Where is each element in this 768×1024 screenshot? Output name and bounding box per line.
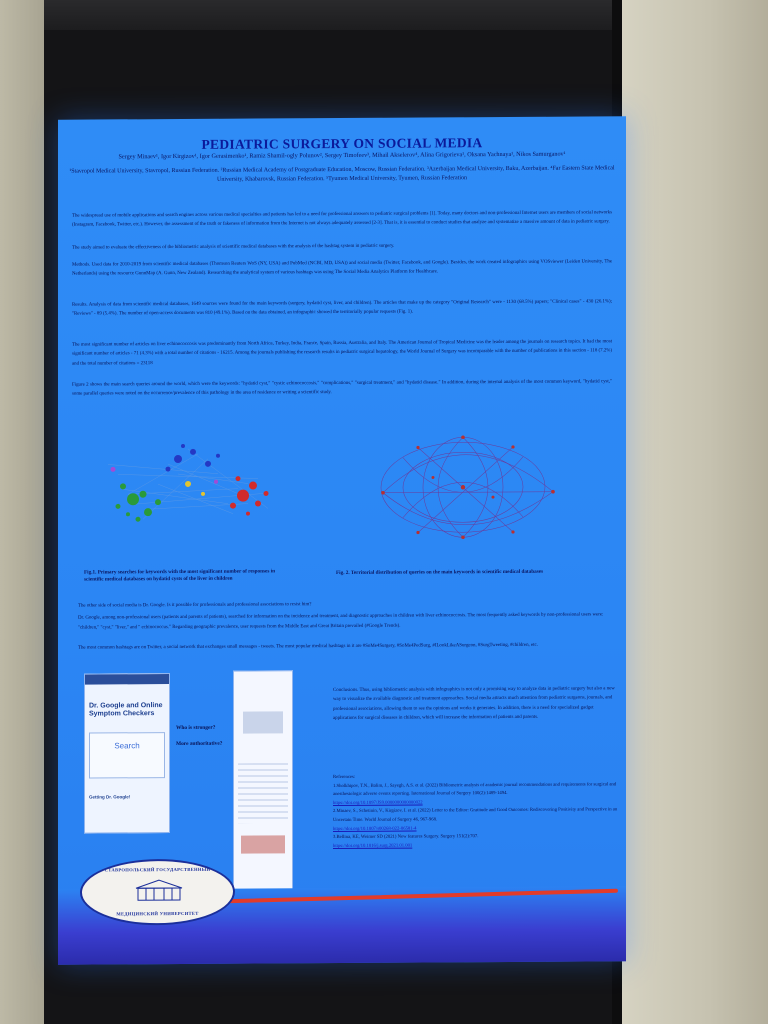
references [333, 772, 618, 851]
dr-google-header-bar [85, 674, 169, 685]
dr-google-search-box [89, 732, 165, 778]
reference-1: 1.Sholkhipov, T.N., Balim, J., Sayegh, A.S. et al. (2022) Bibliometric analysis of academic journal recommendations and requirements for surgical and anesthesiologic adverse events reporting. International Journal of Surgery 100(2):1489-1494. [333, 781, 617, 798]
seal-top-text: СТАВРОПОЛЬСКИЙ ГОСУДАРСТВЕННЫЙ [104, 866, 211, 873]
social-paragraph-3: The most common hashtags are on Twitter, a social network that exchanges small messages - tweets. The most popular medical hashtags in it are #SoMe4Surgery, #SoMe4PedSurg, #ILookLikeASurgeon, #SurgTweeting, #children, etc. [78, 642, 538, 651]
profile-photo [243, 711, 283, 733]
figure-1-caption: Fig.1. Primary searches for keywords with the most significant number of responses in scientific medical databases on hydatid cysts of the liver in children [84, 568, 275, 583]
university-building-icon [134, 878, 184, 902]
articles-paragraph: The most significant number of articles on liver echinococcosis was predominantly from North Africa, Turkey, India, France, Spain, Russia, Australia, and Italy. The American Journal of Tropical Medicine was the leader among the journals on research topics. It had the most significant number of articles - 71 (4.3%) with a total number of citations - 16215. Among the journals publishing the research results in pediatric surgical hepatology, the World Journal of Surgery was incomparable with the number of publications in this section - 118 (7.2%) and the total number of citations = 23118 [72, 339, 612, 367]
aim-paragraph: The study aimed to evaluate the effectiveness of the bibliometric analysis of scientific medical databases with the analysis of the hashtag system in pediatric surgery. [72, 243, 395, 251]
conclusions-paragraph: Conclusions. Thus, using bibliometric analysis with infographics is not only a promising way to analyze data in pediatric surgery but also a new way to visualize the available diagnostic and treatment approaches. Social media attracts much attention from pediatric surgeons, journals, and professional associations, allowing them to see the opinions and works it generates. In addition, there is a need for specialized gadget applications for surgical diseases in children, which will increase the information of patients and parents. [333, 686, 615, 722]
methods-paragraph: Methods. Used data for 2010-2019 from scientific medical databases (Thomson Reuters WoS (NY, USA) and PubMed (NCBI, MD, USA)) and social media (Twitter, Facebook, and Google). Besides, the work created infographics using VOSviewer (Leiden University, The Netherlands) using the resource GunnMap (A. Gunn, New Zealand). Researching the analytical system of various hashtags was using The Social Media Analytics Platform for Healthcare. [72, 259, 612, 278]
figure2-paragraph: Figure 2 shows the main search queries around the world, which were the keywords: "hydatid cyst," "cystic echinococcosis," "complications," "surgical treatment," and "hydatid disease." In addition, during the internal analysis of the most common keyword, "hydatid cyst," some parallel queries were noted on the occurrence/prevalence of this pathology in the area of residence or writing a scientific study. [72, 379, 612, 398]
profile-feed [238, 763, 288, 823]
social-paragraph-2: Dr. Google, among non-professional users (patients and parents of patients), searched for information on the incidence and treatment, and diagnostic approaches in children with liver echinococcosis. The most frequently asked keywords by non-professional users were: "children," "cyst," "liver," and " echinococcus." Regarding geographic prevalence, user requests from the Middle East and Great Britain prevailed (#Google Trends). [78, 612, 604, 631]
figure-2-caption: Fig. 2. Territorial distribution of queries on the main keywords in scientific medical databases [336, 568, 544, 577]
dr-google-search-label: Search [114, 741, 140, 751]
poster-authors: Sergey Minaev¹, Igor Kirgizov¹, Igor Gerasimenko¹, Ramiz Shamil-ogly Polunov², Sergey Timofeev³, Mihail Akselerov⁴, Alina Grigorieva¹, Oksana Yachnaya¹, Nikos Samurganov¹ [118, 150, 566, 161]
wall-right [620, 0, 768, 1024]
dr-google-footer: Getting Dr. Google! [89, 794, 131, 800]
poster-screen [58, 116, 626, 964]
dr-google-screenshot [84, 673, 170, 834]
question-authoritative: More authoritative? [176, 740, 223, 748]
reference-2: 2.Minaev, S., Schetinin, V., Kirgizov, I. et al. (2022) Letter to the Editor: Gratitude and Good Outcomes: Rediscovering Positivity and Perspective in an Uncertain Time. World Journal of Surgery 46, 967-968. [333, 807, 618, 824]
reference-1-link[interactable]: https://doi.org/10.1097/JS9.0000000000000022 [333, 800, 423, 806]
social-profile-screenshot [233, 670, 293, 896]
figure-2-network [373, 417, 573, 543]
social-paragraph-1: The other side of social media is Dr. Google. Is it possible for professionals and professional associations to resist him? [78, 602, 312, 609]
results-paragraph: Results. Analysis of data from scientific medical databases, 1649 sources were found for the main keywords (surgery, hydatid cyst, liver, and children). The articles that make up the category "Original Research" were - 1130 (68.5%) papers; "Clinical cases" - 430 (26.1%); "Reviews" - 89 (5.4%). The number of open-access documents was 810 (49.1%). Based on the data obtained, an infographic showed the territorially popular requests (Fig. 1). [72, 299, 612, 318]
university-seal [80, 859, 235, 926]
reference-3-link[interactable]: https://doi.org/10.1016/j.surg.2021.01.001 [333, 843, 413, 849]
references-title: References: [333, 774, 356, 781]
profile-photo-2 [241, 835, 285, 853]
figure-1-network [88, 423, 308, 539]
reference-2-link[interactable]: https://doi.org/10.1007/s00268-022-06581-4 [333, 826, 417, 832]
wall-left [0, 0, 44, 1024]
reference-3: 3.Bellina, KE, Weimer SD (2021) New features Surgery. Surgery 151(2):707. [333, 834, 479, 841]
seal-bottom-text: МЕДИЦИНСКИЙ УНИВЕРСИТЕТ [116, 910, 199, 917]
intro-paragraph: The widespread use of mobile applications and search engines across various medical specialties and patients has led to a need for professional answers to pediatric surgical problems [1]. Today, many doctors and non-professional Internet users are members of social networks (Instagram, Facebook, Twitter, etc.). However, the assessment of the truth or fakeness of information from the Internet is not always adequately assessed [2-3]. That is, it is essential to conduct studies that analyze and systematize a massive amount of data in pediatric surgery. [72, 210, 612, 229]
question-stronger: Who is stronger? [176, 724, 216, 732]
poster-affiliations: ¹Stavropol Medical University, Stavropol, Russian Federation. ²Russian Medical Academy of Postgraduate Education, Moscow, Russian Federation. ³Azerbaijan Medical University, Baku, Azerbaijan. ⁴Far Eastern State Medical University, Khabarovsk, Russian Federation. ⁵Tyumen Medical University, Tyumen, Russian Federation [69, 165, 615, 183]
dr-google-title: Dr. Google and Online Symptom Checkers [89, 702, 163, 718]
poster-title: PEDIATRIC SURGERY ON SOCIAL MEDIA [201, 135, 483, 152]
